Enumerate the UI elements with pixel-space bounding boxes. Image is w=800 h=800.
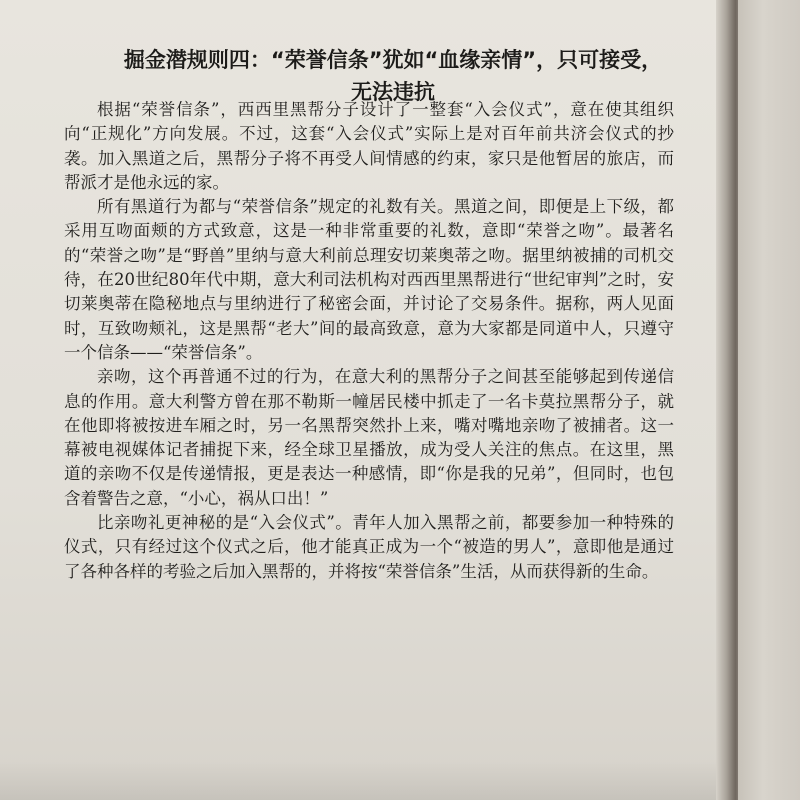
heading-line-1: 掘金潜规则四：“荣誉信条”犹如“血缘亲情”，只可接受， [123, 48, 663, 73]
paragraph-2: 所有黑道行为都与“荣誉信条”规定的礼数有关。黑道之间，即便是上下级，都采用互吻面颊的方式致意，这是一种非常重要的礼数，意即“荣誉之吻”。最著名的“荣誉之吻”是“野兽”里纳与意大利前总理安切莱奥蒂之吻。据里纳被捕的司机交待，在20世纪80年代中期，意大利司法机构对西西里黑帮进行“世纪审判”之时，安切莱奥蒂在隐秘地点与里纳进行了秘密会面，并讨论了交易条件。据称，两人见面时，互致吻颊礼，这是黑帮“老大”间的最高致意，意为大家都是同道中人，只遵守一个信条——“荣誉信条”。 [64, 197, 674, 362]
right-page [738, 0, 800, 800]
paragraph-3: 亲吻，这个再普通不过的行为，在意大利的黑帮分子之间甚至能够起到传递信息的作用。意大利警方曾在那不勒斯一幢居民楼中抓走了一名卡莫拉黑帮分子，就在他即将被按进车厢之时，另一名黑帮突然扑上来，嘴对嘴地亲吻了被捕者。这一幕被电视媒体记者捕捉下来，经全球卫星播放，成为受人关注的焦点。在这里，黑道的亲吻不仅是传递情报，更是表达一种感情，即“你是我的兄弟”，但同时，也包含着警告之意，“小心，祸从口出！” [64, 367, 674, 508]
page-shadow [0, 760, 740, 800]
paragraph-1: 根据“荣誉信条”，西西里黑帮分子设计了一整套“入会仪式”，意在使其组织向“正规化”方向发展。不过，这套“入会仪式”实际上是对百年前共济会仪式的抄袭。加入黑道之后，黑帮分子将不再受人间情感的约束，家只是他暂居的旅店，而帮派才是他永远的家。 [64, 100, 674, 192]
body-text [64, 98, 674, 584]
paragraph-4: 比亲吻礼更神秘的是“入会仪式”。青年人加入黑帮之前，都要参加一种特殊的仪式，只有经过这个仪式之后，他才能真正成为一个“被造的男人”，意即他是通过了各种各样的考验之后加入黑帮的，并将按“荣誉信条”生活，从而获得新的生命。 [64, 513, 674, 581]
heading-line-2: 无法违抗 [351, 80, 435, 105]
